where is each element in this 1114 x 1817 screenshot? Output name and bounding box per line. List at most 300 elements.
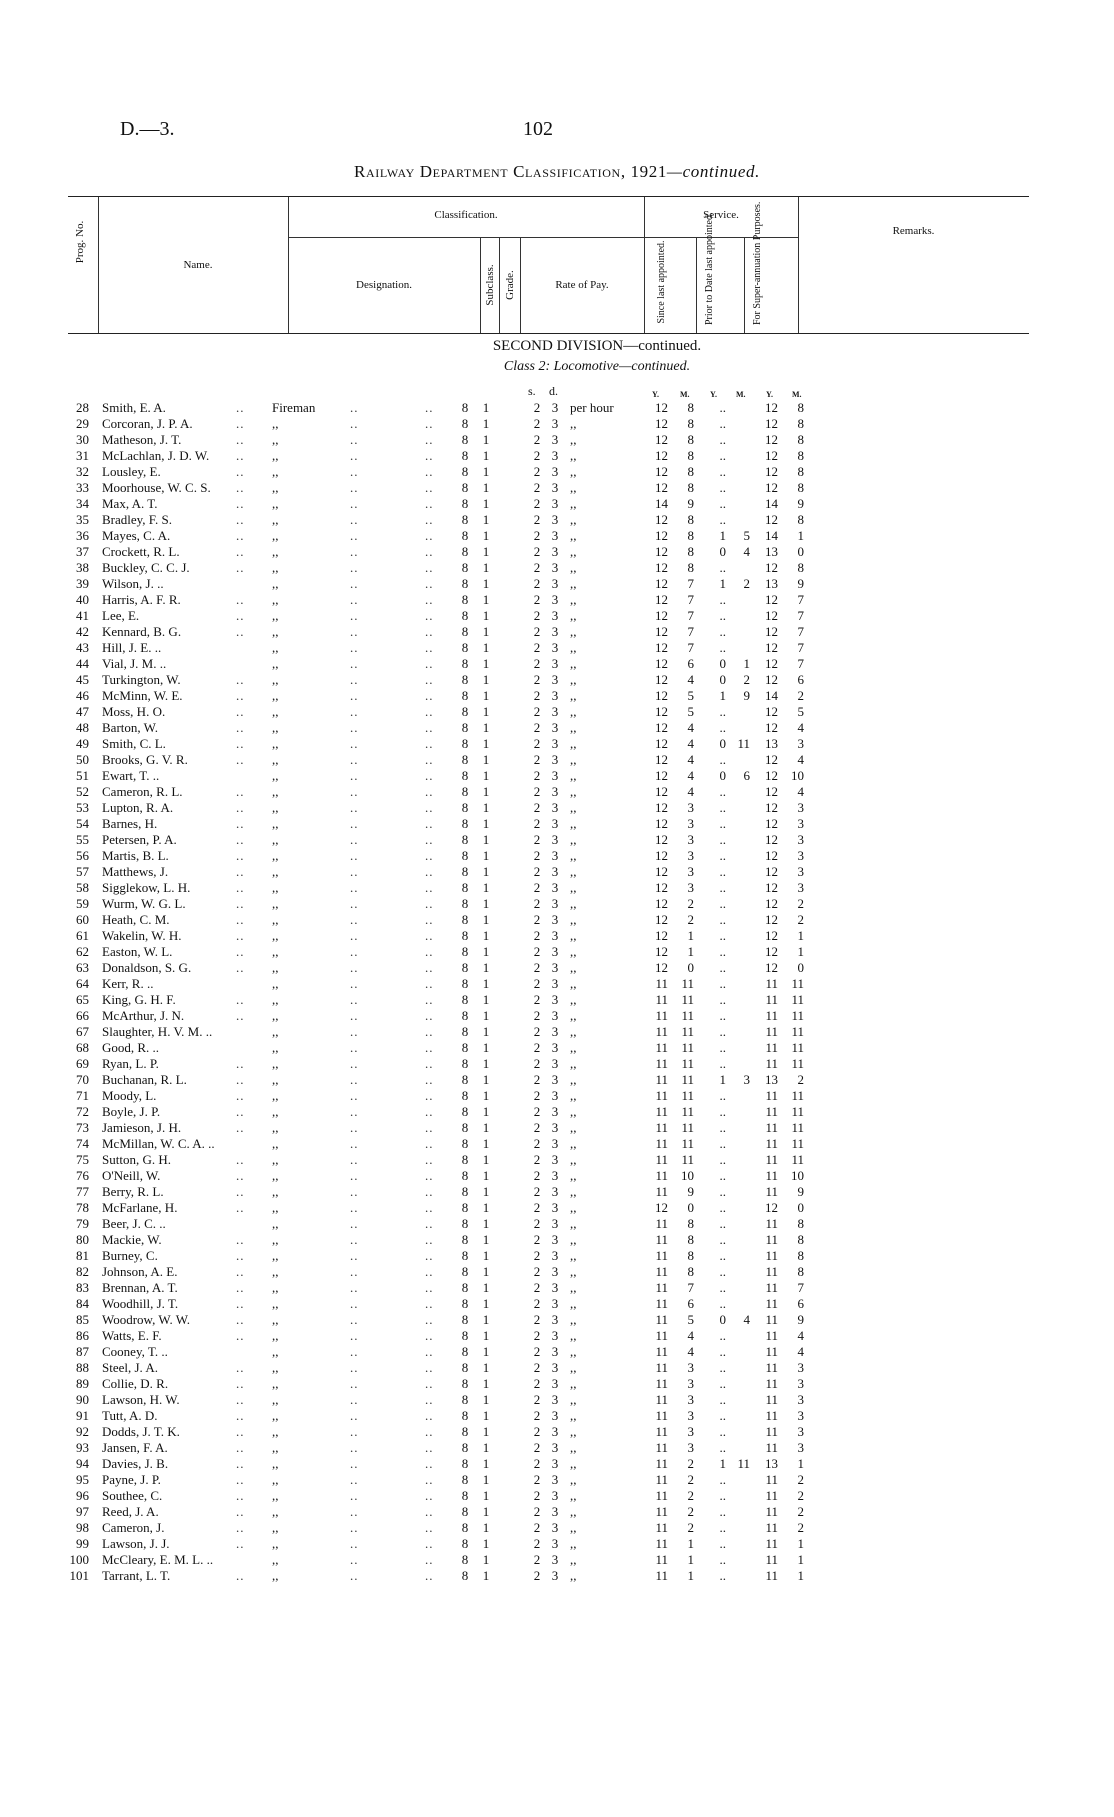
name-cell: Brooks, G. V. R. bbox=[102, 752, 188, 767]
prog-no-cell: 57 bbox=[76, 864, 89, 879]
prior-months-cell: 11 bbox=[737, 736, 750, 751]
since-months-cell: 9 bbox=[687, 1184, 694, 1199]
prog-no-cell: 56 bbox=[76, 848, 89, 863]
leader-dots: .. bbox=[350, 496, 359, 511]
grade-cell: 1 bbox=[482, 1008, 490, 1023]
name-cell: Burney, C. bbox=[102, 1248, 158, 1263]
rate-shillings-cell: 2 bbox=[533, 592, 541, 607]
designation-cell: ,, bbox=[272, 576, 279, 591]
designation-cell: ,, bbox=[272, 1536, 279, 1551]
since-years-cell: 11 bbox=[655, 1008, 668, 1023]
leader-dots: .. bbox=[425, 1184, 434, 1199]
leader-dots: .. bbox=[236, 448, 245, 463]
designation-cell: ,, bbox=[272, 768, 279, 783]
prog-no-cell: 62 bbox=[76, 944, 89, 959]
since-months-cell: 7 bbox=[687, 1280, 694, 1295]
since-years-cell: 11 bbox=[655, 1360, 668, 1375]
since-months-cell: 3 bbox=[687, 880, 694, 895]
rate-unit-cell: ,, bbox=[570, 1088, 577, 1103]
leader-dots: .. bbox=[236, 464, 245, 479]
super-months-cell: 7 bbox=[797, 1280, 804, 1295]
super-months-cell: 2 bbox=[797, 1504, 804, 1519]
name-cell: Vial, J. M. .. bbox=[102, 656, 167, 671]
unit-years: Y. bbox=[652, 390, 660, 399]
super-months-cell: 11 bbox=[791, 1104, 804, 1119]
name-cell: McCleary, E. M. L. .. bbox=[102, 1552, 214, 1567]
since-years-cell: 12 bbox=[655, 896, 668, 911]
rate-pence-cell: 3 bbox=[551, 1024, 559, 1039]
leader-dots: .. bbox=[350, 1408, 359, 1423]
rate-shillings-cell: 2 bbox=[533, 1248, 541, 1263]
leader-dots: .. bbox=[425, 976, 434, 991]
leader-dots: .. bbox=[236, 864, 245, 879]
name-cell: Cameron, R. L. bbox=[102, 784, 183, 799]
subclass-cell: 8 bbox=[461, 592, 469, 607]
rate-pence-cell: 3 bbox=[551, 560, 559, 575]
prior-years-cell: .. bbox=[719, 864, 726, 879]
leader-dots: .. bbox=[425, 1456, 434, 1471]
header-remarks: Remarks. bbox=[892, 225, 935, 237]
since-years-cell: 11 bbox=[655, 1184, 668, 1199]
leader-dots: .. bbox=[425, 992, 434, 1007]
subclass-cell: 8 bbox=[461, 736, 469, 751]
name-cell: Mayes, C. A. bbox=[102, 528, 171, 543]
super-years-cell: 11 bbox=[765, 1504, 778, 1519]
rate-pence-cell: 3 bbox=[551, 1088, 559, 1103]
table-row bbox=[0, 432, 1114, 448]
grade-cell: 1 bbox=[482, 752, 490, 767]
since-months-cell: 4 bbox=[687, 672, 694, 687]
leader-dots: .. bbox=[350, 736, 359, 751]
subclass-cell: 8 bbox=[461, 720, 469, 735]
rate-pence-cell: 3 bbox=[551, 704, 559, 719]
grade-cell: 1 bbox=[482, 400, 490, 415]
super-years-cell: 12 bbox=[765, 656, 778, 671]
rate-shillings-cell: 2 bbox=[533, 1408, 541, 1423]
prior-years-cell: .. bbox=[719, 928, 726, 943]
leader-dots: .. bbox=[350, 752, 359, 767]
rate-pence-cell: 3 bbox=[551, 1376, 559, 1391]
prior-years-cell: .. bbox=[719, 1248, 726, 1263]
since-years-cell: 12 bbox=[655, 672, 668, 687]
rate-unit-cell: ,, bbox=[570, 1424, 577, 1439]
super-years-cell: 11 bbox=[765, 1104, 778, 1119]
since-years-cell: 12 bbox=[655, 480, 668, 495]
prog-no-cell: 37 bbox=[76, 544, 89, 559]
prog-no-cell: 36 bbox=[76, 528, 89, 543]
since-years-cell: 12 bbox=[655, 912, 668, 927]
leader-dots: .. bbox=[425, 528, 434, 543]
table-row bbox=[0, 672, 1114, 688]
since-years-cell: 12 bbox=[655, 800, 668, 815]
since-months-cell: 11 bbox=[681, 1152, 694, 1167]
rate-unit-cell: ,, bbox=[570, 1536, 577, 1551]
since-months-cell: 11 bbox=[681, 1040, 694, 1055]
designation-cell: ,, bbox=[272, 544, 279, 559]
rate-shillings-cell: 2 bbox=[533, 656, 541, 671]
table-row bbox=[0, 400, 1114, 416]
since-years-cell: 12 bbox=[655, 736, 668, 751]
leader-dots: .. bbox=[350, 1232, 359, 1247]
leader-dots: .. bbox=[236, 1520, 245, 1535]
leader-dots: .. bbox=[236, 1360, 245, 1375]
grade-cell: 1 bbox=[482, 1136, 490, 1151]
leader-dots: .. bbox=[236, 544, 245, 559]
since-years-cell: 12 bbox=[655, 464, 668, 479]
rate-shillings-cell: 2 bbox=[533, 608, 541, 623]
leader-dots: .. bbox=[425, 768, 434, 783]
prog-no-cell: 95 bbox=[76, 1472, 89, 1487]
grade-cell: 1 bbox=[482, 768, 490, 783]
rate-pence-cell: 3 bbox=[551, 1200, 559, 1215]
rate-pence-cell: 3 bbox=[551, 624, 559, 639]
rate-pence-cell: 3 bbox=[551, 1056, 559, 1071]
leader-dots: .. bbox=[350, 1472, 359, 1487]
rate-shillings-cell: 2 bbox=[533, 704, 541, 719]
super-years-cell: 11 bbox=[765, 1568, 778, 1583]
leader-dots: .. bbox=[425, 672, 434, 687]
since-years-cell: 11 bbox=[655, 1392, 668, 1407]
designation-cell: ,, bbox=[272, 1072, 279, 1087]
rate-unit-cell: ,, bbox=[570, 1488, 577, 1503]
name-cell: Berry, R. L. bbox=[102, 1184, 164, 1199]
grade-cell: 1 bbox=[482, 1488, 490, 1503]
super-years-cell: 11 bbox=[765, 1472, 778, 1487]
leader-dots: .. bbox=[236, 1472, 245, 1487]
super-years-cell: 11 bbox=[765, 1216, 778, 1231]
since-years-cell: 11 bbox=[655, 1376, 668, 1391]
super-months-cell: 0 bbox=[797, 1200, 804, 1215]
rate-shillings-cell: 2 bbox=[533, 1280, 541, 1295]
super-years-cell: 12 bbox=[765, 560, 778, 575]
prior-years-cell: .. bbox=[719, 608, 726, 623]
prior-months-cell: 2 bbox=[743, 672, 750, 687]
prog-no-cell: 47 bbox=[76, 704, 89, 719]
prior-years-cell: .. bbox=[719, 912, 726, 927]
prog-no-cell: 78 bbox=[76, 1200, 89, 1215]
leader-dots: .. bbox=[350, 400, 359, 415]
since-months-cell: 8 bbox=[687, 512, 694, 527]
unit-years: Y. bbox=[766, 390, 774, 399]
grade-cell: 1 bbox=[482, 1552, 490, 1567]
designation-cell: ,, bbox=[272, 1248, 279, 1263]
header-rate-of-pay: Rate of Pay. bbox=[555, 279, 609, 291]
since-years-cell: 11 bbox=[655, 1344, 668, 1359]
grade-cell: 1 bbox=[482, 688, 490, 703]
rate-unit-cell: ,, bbox=[570, 464, 577, 479]
name-cell: Harris, A. F. R. bbox=[102, 592, 181, 607]
since-months-cell: 3 bbox=[687, 1424, 694, 1439]
leader-dots: .. bbox=[350, 640, 359, 655]
leader-dots: .. bbox=[350, 1120, 359, 1135]
prior-years-cell: .. bbox=[719, 992, 726, 1007]
grade-cell: 1 bbox=[482, 704, 490, 719]
table-row bbox=[0, 944, 1114, 960]
since-months-cell: 0 bbox=[687, 960, 694, 975]
since-months-cell: 8 bbox=[687, 464, 694, 479]
grade-cell: 1 bbox=[482, 624, 490, 639]
super-months-cell: 7 bbox=[797, 592, 804, 607]
grade-cell: 1 bbox=[482, 1472, 490, 1487]
name-cell: McMinn, W. E. bbox=[102, 688, 183, 703]
name-cell: Cameron, J. bbox=[102, 1520, 165, 1535]
super-months-cell: 2 bbox=[797, 1520, 804, 1535]
super-years-cell: 12 bbox=[765, 816, 778, 831]
prog-no-cell: 83 bbox=[76, 1280, 89, 1295]
rate-shillings-cell: 2 bbox=[533, 960, 541, 975]
since-months-cell: 4 bbox=[687, 752, 694, 767]
rate-pence-cell: 3 bbox=[551, 1280, 559, 1295]
super-years-cell: 12 bbox=[765, 480, 778, 495]
grade-cell: 1 bbox=[482, 784, 490, 799]
prog-no-cell: 89 bbox=[76, 1376, 89, 1391]
leader-dots: .. bbox=[350, 960, 359, 975]
super-years-cell: 11 bbox=[765, 1136, 778, 1151]
prior-years-cell: .. bbox=[719, 432, 726, 447]
super-years-cell: 11 bbox=[765, 976, 778, 991]
leader-dots: .. bbox=[425, 816, 434, 831]
since-months-cell: 3 bbox=[687, 1392, 694, 1407]
grade-cell: 1 bbox=[482, 736, 490, 751]
prior-years-cell: .. bbox=[719, 720, 726, 735]
grade-cell: 1 bbox=[482, 1200, 490, 1215]
table-row bbox=[0, 784, 1114, 800]
prior-years-cell: .. bbox=[719, 784, 726, 799]
rate-unit-cell: ,, bbox=[570, 432, 577, 447]
leader-dots: .. bbox=[425, 944, 434, 959]
leader-dots: .. bbox=[350, 432, 359, 447]
table-row bbox=[0, 416, 1114, 432]
leader-dots: .. bbox=[350, 976, 359, 991]
grade-cell: 1 bbox=[482, 656, 490, 671]
leader-dots: .. bbox=[236, 1184, 245, 1199]
prior-years-cell: .. bbox=[719, 1536, 726, 1551]
rate-shillings-cell: 2 bbox=[533, 768, 541, 783]
leader-dots: .. bbox=[236, 752, 245, 767]
subclass-cell: 8 bbox=[461, 1328, 469, 1343]
leader-dots: .. bbox=[425, 848, 434, 863]
super-years-cell: 12 bbox=[765, 400, 778, 415]
designation-cell: ,, bbox=[272, 608, 279, 623]
super-months-cell: 11 bbox=[791, 1040, 804, 1055]
leader-dots: .. bbox=[425, 1104, 434, 1119]
rate-pence-cell: 3 bbox=[551, 992, 559, 1007]
leader-dots: .. bbox=[350, 992, 359, 1007]
since-years-cell: 11 bbox=[655, 1088, 668, 1103]
name-cell: Kennard, B. G. bbox=[102, 624, 182, 639]
since-months-cell: 0 bbox=[687, 1200, 694, 1215]
since-years-cell: 11 bbox=[655, 1440, 668, 1455]
super-months-cell: 1 bbox=[797, 1552, 804, 1567]
prog-no-cell: 86 bbox=[76, 1328, 89, 1343]
super-years-cell: 12 bbox=[765, 432, 778, 447]
rate-unit-cell: ,, bbox=[570, 864, 577, 879]
leader-dots: .. bbox=[350, 1360, 359, 1375]
name-cell: Ryan, L. P. bbox=[102, 1056, 159, 1071]
prior-years-cell: .. bbox=[719, 1328, 726, 1343]
grade-cell: 1 bbox=[482, 432, 490, 447]
rate-unit-cell: ,, bbox=[570, 560, 577, 575]
prior-years-cell: .. bbox=[719, 400, 726, 415]
rate-unit-cell: ,, bbox=[570, 1344, 577, 1359]
grade-cell: 1 bbox=[482, 1360, 490, 1375]
rate-unit-cell: ,, bbox=[570, 640, 577, 655]
rate-pence-cell: 3 bbox=[551, 784, 559, 799]
name-cell: Beer, J. C. .. bbox=[102, 1216, 166, 1231]
rate-pence-cell: 3 bbox=[551, 400, 559, 415]
leader-dots: .. bbox=[350, 624, 359, 639]
subclass-cell: 8 bbox=[461, 1376, 469, 1391]
super-months-cell: 7 bbox=[797, 640, 804, 655]
super-years-cell: 12 bbox=[765, 944, 778, 959]
rate-shillings-cell: 2 bbox=[533, 672, 541, 687]
since-years-cell: 11 bbox=[655, 1408, 668, 1423]
grade-cell: 1 bbox=[482, 544, 490, 559]
super-months-cell: 3 bbox=[797, 864, 804, 879]
leader-dots: .. bbox=[425, 1280, 434, 1295]
grade-cell: 1 bbox=[482, 976, 490, 991]
super-months-cell: 1 bbox=[797, 528, 804, 543]
prog-no-cell: 52 bbox=[76, 784, 89, 799]
subclass-cell: 8 bbox=[461, 1344, 469, 1359]
since-months-cell: 4 bbox=[687, 720, 694, 735]
name-cell: Good, R. .. bbox=[102, 1040, 160, 1055]
super-months-cell: 7 bbox=[797, 624, 804, 639]
prog-no-cell: 60 bbox=[76, 912, 89, 927]
super-months-cell: 11 bbox=[791, 1056, 804, 1071]
since-years-cell: 12 bbox=[655, 512, 668, 527]
since-years-cell: 11 bbox=[655, 1216, 668, 1231]
grade-cell: 1 bbox=[482, 528, 490, 543]
grade-cell: 1 bbox=[482, 464, 490, 479]
prog-no-cell: 101 bbox=[69, 1568, 89, 1583]
grade-cell: 1 bbox=[482, 832, 490, 847]
grade-cell: 1 bbox=[482, 1328, 490, 1343]
leader-dots: .. bbox=[236, 400, 245, 415]
rate-pence-cell: 3 bbox=[551, 1488, 559, 1503]
rate-shillings-cell: 2 bbox=[533, 448, 541, 463]
designation-cell: ,, bbox=[272, 688, 279, 703]
prog-no-cell: 58 bbox=[76, 880, 89, 895]
name-cell: Wakelin, W. H. bbox=[102, 928, 182, 943]
leader-dots: .. bbox=[236, 624, 245, 639]
rate-pence-cell: 3 bbox=[551, 432, 559, 447]
super-months-cell: 4 bbox=[797, 752, 804, 767]
rate-unit-cell: ,, bbox=[570, 1392, 577, 1407]
rate-pence-cell: 3 bbox=[551, 832, 559, 847]
table-header bbox=[68, 196, 1029, 334]
subclass-cell: 8 bbox=[461, 1008, 469, 1023]
super-years-cell: 11 bbox=[765, 1168, 778, 1183]
rate-shillings-cell: 2 bbox=[533, 1568, 541, 1583]
rate-shillings-cell: 2 bbox=[533, 1104, 541, 1119]
leader-dots: .. bbox=[350, 528, 359, 543]
grade-cell: 1 bbox=[482, 1152, 490, 1167]
designation-cell: ,, bbox=[272, 464, 279, 479]
super-years-cell: 11 bbox=[765, 1536, 778, 1551]
super-years-cell: 12 bbox=[765, 768, 778, 783]
prior-years-cell: .. bbox=[719, 1104, 726, 1119]
prog-no-cell: 41 bbox=[76, 608, 89, 623]
name-cell: Reed, J. A. bbox=[102, 1504, 159, 1519]
table-row bbox=[0, 1312, 1114, 1328]
super-months-cell: 11 bbox=[791, 1136, 804, 1151]
designation-cell: ,, bbox=[272, 912, 279, 927]
grade-cell: 1 bbox=[482, 1392, 490, 1407]
subclass-cell: 8 bbox=[461, 496, 469, 511]
prog-no-cell: 91 bbox=[76, 1408, 89, 1423]
since-months-cell: 2 bbox=[687, 1520, 694, 1535]
leader-dots: .. bbox=[425, 784, 434, 799]
since-months-cell: 1 bbox=[687, 1536, 694, 1551]
leader-dots: .. bbox=[236, 1008, 245, 1023]
prior-years-cell: 0 bbox=[719, 736, 726, 751]
designation-cell: ,, bbox=[272, 1424, 279, 1439]
grade-cell: 1 bbox=[482, 816, 490, 831]
rate-shillings-cell: 2 bbox=[533, 1200, 541, 1215]
prior-years-cell: 0 bbox=[719, 544, 726, 559]
grade-cell: 1 bbox=[482, 720, 490, 735]
leader-dots: .. bbox=[425, 624, 434, 639]
since-months-cell: 8 bbox=[687, 1264, 694, 1279]
prior-years-cell: 0 bbox=[719, 1312, 726, 1327]
prog-no-cell: 74 bbox=[76, 1136, 89, 1151]
prior-years-cell: .. bbox=[719, 1024, 726, 1039]
leader-dots: .. bbox=[425, 1504, 434, 1519]
super-years-cell: 12 bbox=[765, 912, 778, 927]
prior-years-cell: .. bbox=[719, 1392, 726, 1407]
subclass-cell: 8 bbox=[461, 432, 469, 447]
since-months-cell: 8 bbox=[687, 1232, 694, 1247]
super-years-cell: 11 bbox=[765, 1232, 778, 1247]
prior-years-cell: .. bbox=[719, 960, 726, 975]
since-years-cell: 11 bbox=[655, 1296, 668, 1311]
name-cell: Woodrow, W. W. bbox=[102, 1312, 191, 1327]
rate-pence-cell: 3 bbox=[551, 656, 559, 671]
grade-cell: 1 bbox=[482, 1232, 490, 1247]
since-months-cell: 3 bbox=[687, 1360, 694, 1375]
super-years-cell: 13 bbox=[765, 1072, 778, 1087]
since-months-cell: 11 bbox=[681, 1056, 694, 1071]
subclass-cell: 8 bbox=[461, 688, 469, 703]
super-years-cell: 11 bbox=[765, 1024, 778, 1039]
super-months-cell: 3 bbox=[797, 1424, 804, 1439]
super-months-cell: 11 bbox=[791, 1152, 804, 1167]
since-months-cell: 2 bbox=[687, 1472, 694, 1487]
name-cell: Heath, C. M. bbox=[102, 912, 170, 927]
rate-unit-cell: ,, bbox=[570, 1008, 577, 1023]
leader-dots: .. bbox=[425, 704, 434, 719]
subclass-cell: 8 bbox=[461, 1456, 469, 1471]
rate-pence-cell: 3 bbox=[551, 1040, 559, 1055]
designation-cell: ,, bbox=[272, 1216, 279, 1231]
prior-years-cell: 0 bbox=[719, 768, 726, 783]
super-months-cell: 4 bbox=[797, 1328, 804, 1343]
leader-dots: .. bbox=[425, 544, 434, 559]
designation-cell: ,, bbox=[272, 720, 279, 735]
rate-pence-cell: 3 bbox=[551, 1104, 559, 1119]
since-years-cell: 11 bbox=[655, 1120, 668, 1135]
rate-pence-cell: 3 bbox=[551, 528, 559, 543]
designation-cell: ,, bbox=[272, 1504, 279, 1519]
table-row bbox=[0, 1472, 1114, 1488]
rate-unit-cell: ,, bbox=[570, 576, 577, 591]
leader-dots: .. bbox=[236, 912, 245, 927]
since-years-cell: 11 bbox=[655, 1264, 668, 1279]
leader-dots: .. bbox=[425, 512, 434, 527]
name-cell: Easton, W. L. bbox=[102, 944, 173, 959]
since-months-cell: 7 bbox=[687, 624, 694, 639]
